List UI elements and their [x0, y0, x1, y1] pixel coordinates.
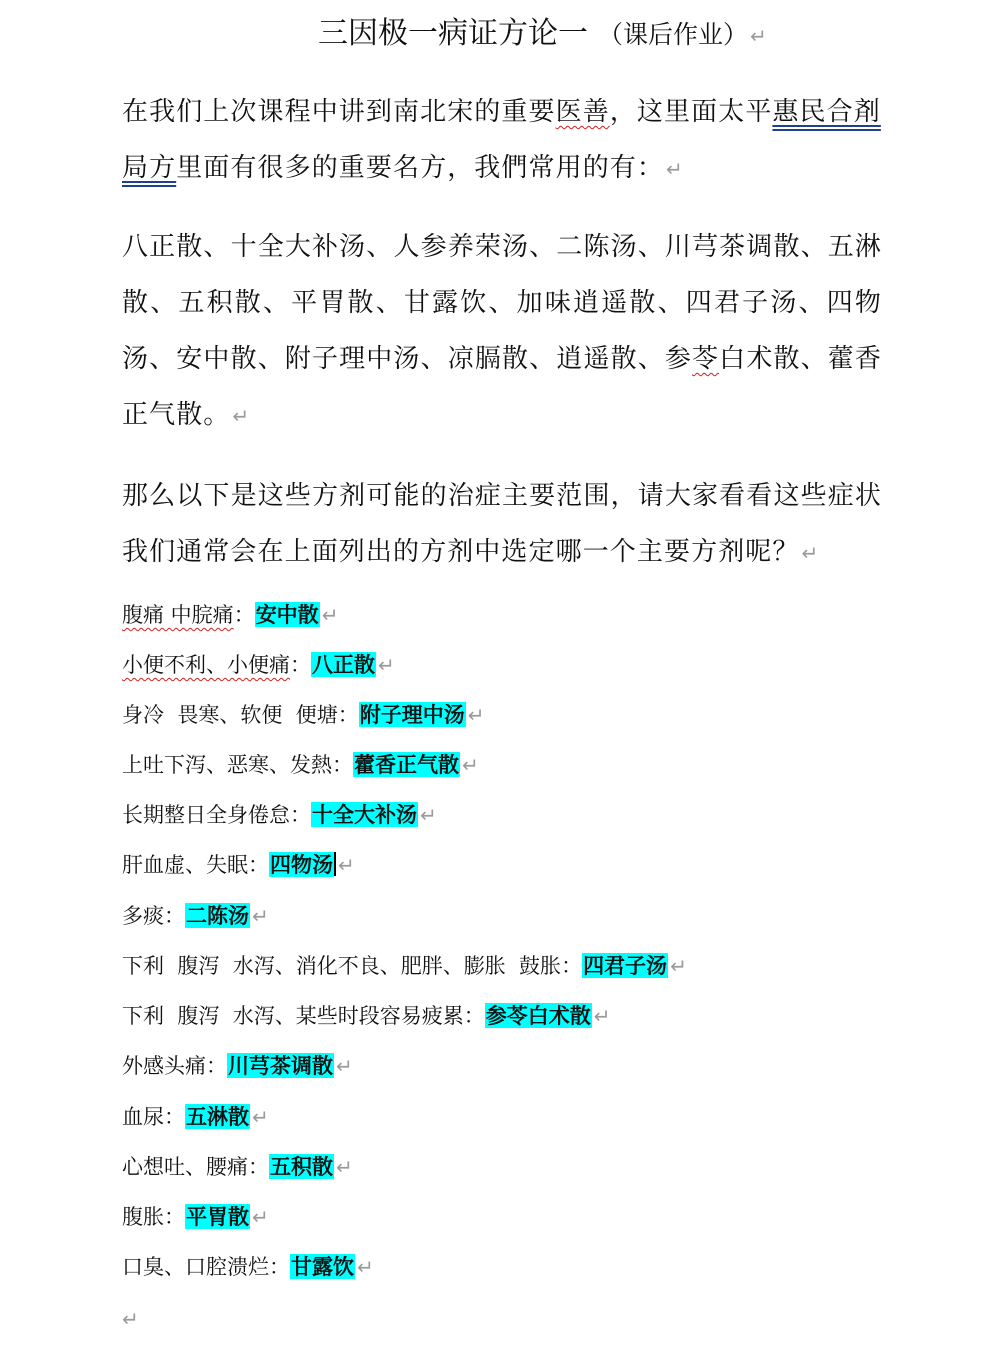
answer-highlight: 四物汤: [270, 852, 333, 877]
title-subtitle: （课后作业）: [598, 20, 749, 49]
symptom-text: 多痰: [122, 904, 164, 928]
colon: ：: [561, 954, 583, 978]
underlined-word: 局方: [122, 153, 177, 183]
underlined-word: 惠民合剤: [772, 97, 881, 127]
answer-highlight: 五淋散: [186, 1104, 249, 1129]
colon: ：: [206, 1054, 227, 1078]
paragraph-mark-icon: ↵: [252, 904, 269, 928]
symptom-text: 下利 腹泻 水泻、消化不良、肥胖、膨胀 鼓胀: [122, 954, 562, 978]
qa-line: [122, 1102, 269, 1132]
paragraph-mark-icon: ↵: [252, 1105, 269, 1129]
answer-highlight: 四君子汤: [583, 953, 668, 978]
symptom-text: 长期整日全身倦怠: [122, 803, 290, 827]
intro-text: 在我们上次课程中讲到南北宋的重要: [122, 97, 556, 127]
answer-highlight: 附子理中汤: [359, 702, 465, 727]
colon: ：: [337, 703, 359, 727]
qa-line: [122, 1152, 353, 1182]
colon: ：: [248, 1155, 269, 1179]
paragraph-mark-icon: ↵: [462, 753, 479, 777]
symptom-text: 外感头痛: [122, 1054, 206, 1078]
qa-line: [122, 951, 687, 981]
paragraph-mark-icon: ↵: [750, 24, 767, 48]
qa-line: [122, 1252, 374, 1282]
answer-highlight: 二陈汤: [186, 903, 249, 928]
answer-highlight: 八正散: [312, 652, 375, 677]
colon: ：: [248, 853, 269, 877]
answer-highlight: 甘露饮: [291, 1254, 354, 1279]
answer-highlight: 平胃散: [186, 1204, 249, 1229]
paragraph-mark-icon: ↵: [336, 1155, 353, 1179]
paragraph-mark-icon: ↵: [801, 541, 820, 565]
qa-line: [122, 1051, 353, 1081]
spellcheck-word: 苓: [692, 344, 720, 374]
qa-line: [122, 700, 484, 730]
colon: ：: [463, 1004, 485, 1028]
colon: ：: [332, 753, 353, 777]
document-title: [318, 12, 767, 58]
intro-text: 里面有很多的重要名方，我們常用的有：: [176, 153, 665, 183]
qa-line: [122, 800, 437, 830]
qa-line: [122, 650, 395, 680]
spellcheck-word: 医善: [555, 97, 610, 127]
paragraph-mark-icon: ↵: [593, 1004, 611, 1028]
qa-line: [122, 850, 355, 880]
qa-line: [122, 1001, 610, 1031]
paragraph-mark-icon: ↵: [232, 404, 251, 428]
qa-line: [122, 600, 338, 630]
formula-list-paragraph: [122, 219, 882, 444]
paragraph-mark-icon: ↵: [666, 157, 684, 181]
answer-highlight: 藿香正气散: [354, 752, 459, 777]
answer-highlight: 参苓白术散: [485, 1003, 591, 1028]
colon: ：: [233, 603, 255, 627]
colon: ：: [164, 1105, 185, 1129]
paragraph-mark-icon: ↵: [670, 954, 687, 978]
empty-paragraph[interactable]: [122, 1304, 139, 1334]
title-text: 三因极一病证方论一: [318, 16, 588, 51]
formula-text: 八正散、十全大补汤、人参养荣汤、二陈汤、川芎茶调散、五淋散、五积散、平胃散、甘露饮、加味逍遥散、四君子汤、四物汤、安中散、附子理中汤、凉膈散、逍遥散、参: [122, 232, 882, 374]
symptom-text: 身冷 畏寒、软便 便塘: [122, 703, 338, 727]
answer-highlight: 十全大补汤: [312, 802, 417, 827]
paragraph-mark-icon: ↵: [420, 803, 437, 827]
question-text: 那么以下是这些方剂可能的治症主要范围，请大家看看这些症状我们通常会在上面列出的方剂中选定哪一个主要方剂呢？: [122, 481, 882, 567]
symptom-text: 小便不利、小便痛: [122, 653, 290, 677]
answer-highlight: 五积散: [270, 1154, 333, 1179]
qa-line: [122, 1202, 269, 1232]
colon: ：: [290, 803, 311, 827]
symptom-text: 腹胀: [122, 1205, 164, 1229]
paragraph-mark-icon: ↵: [122, 1307, 139, 1331]
question-paragraph: [122, 468, 882, 581]
qa-line: [122, 901, 269, 931]
colon: ：: [164, 904, 185, 928]
intro-text: ，这里面太平: [609, 97, 773, 127]
qa-line: [122, 750, 479, 780]
text-cursor: [334, 852, 336, 876]
answer-highlight: 川芎茶调散: [228, 1053, 333, 1078]
answer-highlight: 安中散: [255, 602, 319, 627]
colon: ：: [290, 653, 311, 677]
paragraph-mark-icon: ↵: [378, 653, 395, 677]
paragraph-mark-icon: ↵: [338, 853, 355, 877]
paragraph-mark-icon: ↵: [357, 1255, 374, 1279]
symptom-text: 下利 腹泻 水泻、某些时段容易疲累: [122, 1004, 464, 1028]
paragraph-mark-icon: ↵: [467, 703, 485, 727]
paragraph-mark-icon: ↵: [336, 1054, 353, 1078]
symptom-text: 上吐下泻、恶寒、发熱: [122, 753, 332, 777]
colon: ：: [164, 1205, 185, 1229]
symptom-text: 口臭、口腔溃烂: [122, 1255, 269, 1279]
symptom-text: 心想吐、腰痛: [122, 1155, 248, 1179]
paragraph-mark-icon: ↵: [252, 1205, 269, 1229]
symptom-text: 肝血虚、失眠: [122, 853, 248, 877]
formula-text: 白术散、藿香正气散。: [122, 344, 882, 430]
colon: ：: [269, 1255, 290, 1279]
symptom-text: 腹痛 中脘痛: [122, 603, 234, 627]
symptom-text: 血尿: [122, 1105, 164, 1129]
paragraph-mark-icon: ↵: [321, 603, 339, 627]
intro-paragraph: [122, 84, 882, 197]
